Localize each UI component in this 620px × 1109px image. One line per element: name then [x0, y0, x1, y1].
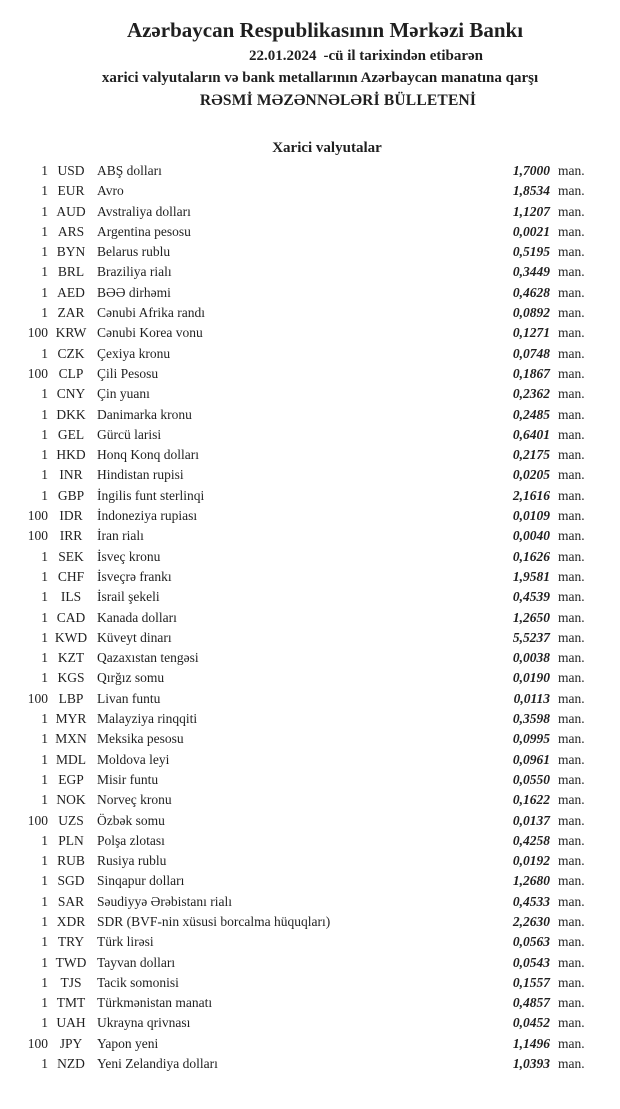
currency-code: PLN [58, 832, 84, 848]
currency-code: MYR [55, 711, 87, 727]
currency-quantity: 1 [41, 954, 48, 970]
effective-date-suffix: -cü il tarixindən etibarən [323, 48, 484, 64]
currency-code: AED [57, 284, 85, 300]
currency-name: Yeni Zelandiya dolları [97, 1056, 218, 1072]
currency-row [0, 628, 598, 648]
bank-title: Azərbaycan Respublikasının Mərkəzi Bankı [126, 18, 524, 42]
currency-name: Küveyt dinarı [97, 629, 172, 645]
currency-unit-label: man. [558, 1035, 585, 1051]
currency-rate: 0,0892 [512, 305, 550, 321]
currency-name: Türk lirəsi [97, 934, 154, 950]
currency-name: Cənubi Afrika randı [97, 305, 205, 321]
currency-unit-label: man. [558, 305, 585, 321]
currency-row [0, 425, 598, 445]
currency-unit-label: man. [558, 853, 585, 869]
currency-quantity: 100 [27, 528, 48, 544]
currency-unit-label: man. [558, 203, 585, 219]
currency-name: Polşa zlotası [97, 832, 165, 848]
currency-name: Hindistan rupisi [97, 467, 184, 483]
currency-rate: 0,1557 [512, 974, 550, 990]
currency-code: CAD [56, 609, 86, 625]
currency-quantity: 1 [41, 163, 48, 178]
currency-unit-label: man. [558, 406, 585, 422]
currency-rate: 0,0190 [512, 670, 550, 686]
currency-rate: 0,0205 [512, 467, 550, 483]
currency-quantity: 1 [41, 183, 48, 199]
currency-unit-label: man. [558, 284, 585, 300]
currency-row [0, 181, 598, 201]
currency-unit-label: man. [558, 650, 585, 666]
currency-name: Sinqapur dolları [97, 873, 185, 889]
currency-name: Kanada dolları [97, 609, 177, 625]
currency-row [0, 993, 598, 1013]
currency-quantity: 1 [41, 467, 48, 483]
currency-rate: 0,4258 [512, 832, 550, 848]
currency-rate: 1,0393 [512, 1056, 550, 1072]
currency-code: IRR [59, 528, 83, 544]
currency-row [0, 202, 598, 222]
currency-quantity: 100 [27, 365, 48, 381]
currency-row [0, 892, 598, 912]
currency-quantity: 1 [41, 1015, 48, 1031]
currency-name: İsrail şekeli [97, 589, 160, 605]
currency-row [0, 323, 598, 343]
effective-date: 22.01.2024 [248, 48, 317, 64]
currency-quantity: 1 [41, 386, 48, 402]
currency-rate: 0,2175 [512, 447, 550, 463]
currency-quantity: 1 [41, 223, 48, 239]
currency-code: UAH [56, 1015, 86, 1031]
currency-code: KZT [57, 650, 85, 666]
currency-row [0, 871, 598, 891]
currency-row [0, 547, 598, 567]
currency-unit-label: man. [558, 163, 585, 178]
currency-row [0, 648, 598, 668]
currency-row [0, 689, 598, 709]
currency-quantity: 100 [27, 508, 48, 524]
currency-row [0, 364, 598, 384]
currency-row [0, 1013, 598, 1033]
currency-row [0, 567, 598, 587]
currency-row [0, 1034, 598, 1054]
currency-unit-label: man. [558, 365, 585, 381]
currency-name: Meksika pesosu [97, 731, 184, 747]
currency-unit-label: man. [558, 934, 585, 950]
currency-name: Danimarka kronu [97, 406, 192, 422]
currency-unit-label: man. [558, 508, 585, 524]
currency-unit-label: man. [558, 954, 585, 970]
currency-unit-label: man. [558, 751, 585, 767]
currency-code: ARS [57, 223, 85, 239]
currency-quantity: 1 [41, 873, 48, 889]
currency-unit-label: man. [558, 264, 585, 280]
currency-row [0, 587, 598, 607]
currency-code: CZK [57, 345, 85, 361]
currency-rate: 0,0137 [512, 812, 550, 828]
currency-code: CHF [57, 568, 85, 584]
currency-quantity: 100 [27, 325, 48, 341]
currency-row [0, 303, 598, 323]
currency-rate: 0,0192 [512, 853, 550, 869]
currency-unit-label: man. [558, 670, 585, 686]
effective-date-line [56, 48, 620, 65]
currency-rate: 0,0550 [512, 771, 550, 787]
currency-row [0, 526, 598, 546]
currency-quantity: 1 [41, 244, 48, 260]
currency-rate: 0,2362 [512, 386, 550, 402]
currency-rate: 5,5237 [512, 629, 550, 645]
currency-quantity: 1 [41, 711, 48, 727]
currency-quantity: 1 [41, 913, 48, 929]
currency-code: RUB [57, 853, 85, 869]
currency-row [0, 262, 598, 282]
currency-unit-label: man. [558, 731, 585, 747]
currency-unit-label: man. [558, 447, 585, 463]
currency-quantity: 1 [41, 629, 48, 645]
currency-code: MXN [55, 731, 87, 747]
currency-unit-label: man. [558, 183, 585, 199]
currency-quantity: 1 [41, 203, 48, 219]
currency-row [0, 709, 598, 729]
currency-unit-label: man. [558, 1056, 585, 1072]
currency-unit-label: man. [558, 1015, 585, 1031]
currency-code: TJS [60, 974, 82, 990]
currency-name: Livan funtu [97, 690, 161, 706]
currency-rate: 0,0995 [512, 731, 550, 747]
currency-rate: 0,3598 [512, 711, 550, 727]
currency-row [0, 608, 598, 628]
currency-rate: 1,2680 [512, 873, 550, 889]
currency-unit-label: man. [558, 792, 585, 808]
currency-row [0, 486, 598, 506]
currency-quantity: 100 [27, 812, 48, 828]
currency-name: Argentina pesosu [97, 223, 191, 239]
currency-unit-label: man. [558, 974, 585, 990]
currency-unit-label: man. [558, 771, 585, 787]
currency-code: ILS [60, 589, 82, 605]
currency-rate: 0,4628 [512, 284, 550, 300]
currency-row [0, 384, 598, 404]
currency-name: Belarus rublu [97, 244, 171, 260]
currency-name: İsveç kronu [97, 548, 161, 564]
currency-rate: 0,0961 [512, 751, 550, 767]
currency-quantity: 100 [27, 690, 48, 706]
currency-row [0, 668, 598, 688]
currency-row [0, 405, 598, 425]
currency-rate: 0,0040 [512, 528, 550, 544]
currency-rate: 0,4539 [512, 589, 550, 605]
currency-row [0, 506, 598, 526]
currency-row [0, 831, 598, 851]
currency-quantity: 1 [41, 650, 48, 666]
currency-quantity: 1 [41, 1056, 48, 1072]
currency-unit-label: man. [558, 589, 585, 605]
currency-rate: 2,1616 [512, 487, 550, 503]
currency-row [0, 851, 598, 871]
currency-code: GEL [57, 426, 85, 442]
currency-row [0, 465, 598, 485]
currency-rate: 0,1626 [512, 548, 550, 564]
currency-code: AUD [56, 203, 86, 219]
currency-quantity: 1 [41, 670, 48, 686]
currency-rate: 1,2650 [512, 609, 550, 625]
currency-unit-label: man. [558, 629, 585, 645]
currency-code: MDL [56, 751, 86, 767]
currency-quantity: 1 [41, 284, 48, 300]
currency-code: NOK [56, 792, 86, 808]
currency-code: HKD [56, 447, 86, 463]
currency-row [0, 283, 598, 303]
currency-unit-label: man. [558, 609, 585, 625]
currency-name: Ukrayna qrivnası [97, 1015, 191, 1031]
currency-row [0, 729, 598, 749]
currency-quantity: 1 [41, 589, 48, 605]
currency-name: Türkmənistan manatı [97, 995, 213, 1011]
currency-unit-label: man. [558, 244, 585, 260]
currency-quantity: 1 [41, 426, 48, 442]
currency-code: JPY [59, 1035, 83, 1051]
currency-name: İngilis funt sterlinqi [97, 487, 205, 503]
currency-name: SDR (BVF-nin xüsusi borcalma hüquqları) [97, 913, 331, 929]
currency-code: XDR [56, 913, 86, 929]
currency-name: Çexiya kronu [97, 345, 171, 361]
currency-row [0, 222, 598, 242]
currency-rate: 0,0543 [512, 954, 550, 970]
currency-rate: 0,1867 [512, 365, 550, 381]
currency-code: LBP [58, 690, 84, 706]
currency-code: UZS [58, 812, 84, 828]
currency-unit-label: man. [558, 995, 585, 1011]
currency-unit-label: man. [558, 568, 585, 584]
currency-name: Rusiya rublu [97, 853, 167, 869]
currency-unit-label: man. [558, 873, 585, 889]
currency-quantity: 1 [41, 345, 48, 361]
currency-rate: 0,3449 [512, 264, 550, 280]
currency-rate: 1,7000 [512, 163, 550, 178]
currency-rate: 1,1496 [512, 1035, 550, 1051]
currency-quantity: 1 [41, 731, 48, 747]
currency-code: BYN [56, 244, 86, 260]
currency-quantity: 1 [41, 568, 48, 584]
currency-quantity: 1 [41, 548, 48, 564]
currency-name: BƏƏ dirhəmi [97, 284, 171, 300]
currency-quantity: 1 [41, 832, 48, 848]
currency-code: ZAR [57, 305, 85, 321]
currency-row [0, 750, 598, 770]
currency-name: Qırğız somu [97, 670, 165, 686]
currency-code: CLP [58, 365, 84, 381]
currency-name: Braziliya rialı [97, 264, 172, 280]
currency-name: Moldova leyi [97, 751, 170, 767]
currency-unit-label: man. [558, 426, 585, 442]
currency-code: SAR [57, 893, 85, 909]
currency-quantity: 1 [41, 406, 48, 422]
currency-name: İran rialı [97, 528, 144, 544]
currency-name: Malayziya rinqqiti [97, 711, 198, 727]
currency-row [0, 770, 598, 790]
currency-code: TRY [57, 934, 85, 950]
currency-unit-label: man. [558, 487, 585, 503]
currency-name: İsveçrə frankı [97, 568, 172, 584]
currency-unit-label: man. [558, 913, 585, 929]
currency-rate: 0,1271 [512, 325, 550, 341]
currency-name: ABŞ dolları [97, 163, 162, 178]
currency-unit-label: man. [558, 812, 585, 828]
currency-quantity: 1 [41, 771, 48, 787]
currency-rate: 0,0109 [512, 508, 550, 524]
currency-code: KGS [57, 670, 85, 686]
currency-quantity: 1 [41, 934, 48, 950]
currency-code: KWD [54, 629, 88, 645]
currency-unit-label: man. [558, 528, 585, 544]
currency-rates-table [0, 161, 620, 1074]
currency-row [0, 445, 598, 465]
currency-name: Səudiyyə Ərəbistanı rialı [97, 893, 232, 909]
currency-quantity: 1 [41, 893, 48, 909]
currency-unit-label: man. [558, 832, 585, 848]
currency-name: Çili Pesosu [97, 365, 159, 381]
currency-name: Misir funtu [97, 771, 159, 787]
bulletin-title: RƏSMİ MƏZƏNNƏLƏRİ BÜLLETENİ [199, 92, 477, 109]
currency-code: SGD [57, 873, 85, 889]
currency-name: Cənubi Korea vonu [97, 325, 203, 341]
section-title-foreign-currencies: Xarici valyutalar [272, 140, 382, 156]
currency-unit-label: man. [558, 467, 585, 483]
currency-rate: 1,8534 [512, 183, 550, 199]
currency-code: TMT [56, 995, 86, 1011]
currency-rate: 1,9581 [512, 568, 550, 584]
currency-unit-label: man. [558, 711, 585, 727]
currency-rate: 0,0748 [512, 345, 550, 361]
currency-row [0, 242, 598, 262]
currency-name: Avro [97, 183, 124, 199]
currency-quantity: 100 [27, 1035, 48, 1051]
currency-rate: 1,1207 [512, 203, 550, 219]
currency-rate: 0,1622 [512, 792, 550, 808]
currency-row [0, 161, 598, 181]
currency-rate: 0,5195 [512, 244, 550, 260]
currency-row [0, 953, 598, 973]
currency-rate: 0,4857 [512, 995, 550, 1011]
currency-code: KRW [55, 325, 87, 341]
currency-rate: 2,2630 [512, 913, 550, 929]
currency-quantity: 1 [41, 487, 48, 503]
currency-code: EGP [58, 771, 84, 787]
currency-unit-label: man. [558, 893, 585, 909]
currency-code: DKK [56, 406, 86, 422]
currency-unit-label: man. [558, 325, 585, 341]
currency-code: CNY [56, 386, 86, 402]
currency-unit-label: man. [558, 548, 585, 564]
currency-row [0, 973, 598, 993]
currency-quantity: 1 [41, 853, 48, 869]
currency-quantity: 1 [41, 751, 48, 767]
currency-name: Tayvan dolları [97, 954, 176, 970]
currency-code: GBP [57, 487, 85, 503]
currency-name: Avstraliya dolları [97, 203, 191, 219]
currency-row [0, 811, 598, 831]
currency-unit-label: man. [558, 345, 585, 361]
currency-quantity: 1 [41, 447, 48, 463]
currency-unit-label: man. [558, 386, 585, 402]
currency-row [0, 344, 598, 364]
currency-name: Gürcü larisi [97, 426, 162, 442]
currency-rate: 0,2485 [512, 406, 550, 422]
currency-code: IDR [59, 508, 83, 524]
currency-name: Çin yuanı [97, 386, 150, 402]
currency-row [0, 790, 598, 810]
currency-quantity: 1 [41, 995, 48, 1011]
currency-quantity: 1 [41, 305, 48, 321]
currency-name: Özbək somu [97, 812, 165, 828]
currency-code: EUR [57, 183, 85, 199]
currency-name: Tacik somonisi [97, 974, 179, 990]
currency-rate: 0,0563 [512, 934, 550, 950]
currency-rate: 0,6401 [512, 426, 550, 442]
bulletin-subtitle: xarici valyutaların və bank metallarının Azərbaycan manatına qarşı [101, 70, 539, 86]
currency-code: USD [57, 163, 85, 178]
currency-unit-label: man. [558, 690, 585, 706]
currency-code: BRL [57, 264, 85, 280]
currency-code: INR [59, 467, 83, 483]
currency-name: Honq Konq dolları [97, 447, 199, 463]
currency-quantity: 1 [41, 264, 48, 280]
currency-code: TWD [55, 954, 87, 970]
currency-name: Norveç kronu [97, 792, 172, 808]
currency-code: NZD [57, 1056, 85, 1072]
currency-unit-label: man. [558, 223, 585, 239]
currency-rate: 0,0038 [512, 650, 550, 666]
currency-rate: 0,0452 [512, 1015, 550, 1031]
currency-quantity: 1 [41, 974, 48, 990]
currency-row [0, 912, 598, 932]
currency-row [0, 1054, 598, 1074]
currency-code: SEK [58, 548, 84, 564]
currency-name: Yapon yeni [97, 1035, 159, 1051]
currency-rate: 0,0113 [513, 690, 550, 706]
currency-rate: 0,0021 [512, 223, 550, 239]
currency-quantity: 1 [41, 609, 48, 625]
currency-quantity: 1 [41, 792, 48, 808]
currency-rate: 0,4533 [512, 893, 550, 909]
currency-name: Qazaxıstan tengəsi [97, 650, 199, 666]
currency-name: İndoneziya rupiası [97, 508, 198, 524]
currency-row [0, 932, 598, 952]
